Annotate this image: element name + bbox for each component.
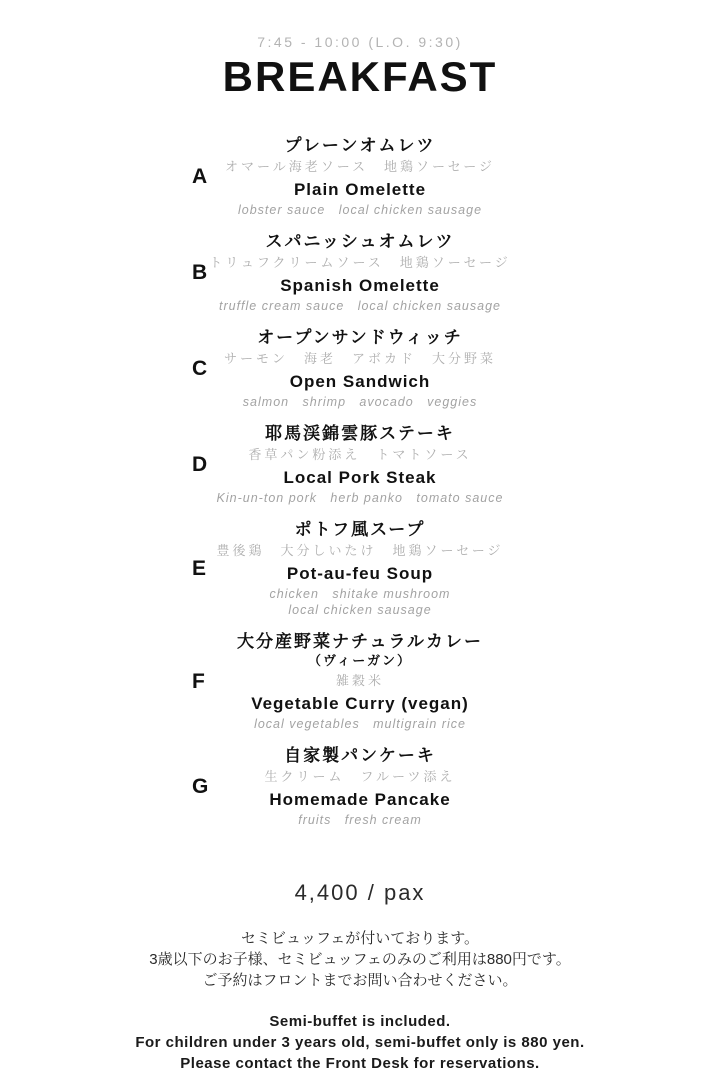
item-jp-name: 自家製パンケーキ (284, 746, 436, 765)
item-en-description: local vegetables multigrain rice (254, 717, 466, 731)
item-jp-description: 雑穀米 (335, 673, 384, 688)
item-letter: G (192, 774, 209, 798)
menu-item-a (0, 135, 720, 218)
menu-item-c (0, 327, 720, 410)
item-letter: C (192, 356, 208, 380)
footer-jp-line1: セミビュッフェが付いております。 (240, 930, 480, 947)
item-jp-name: オープンサンドウィッチ (257, 328, 463, 347)
item-jp-description: 香草パン粉添え トマトソース (248, 447, 472, 462)
item-en-name: Plain Omelette (293, 180, 427, 199)
menu-item-e (0, 519, 720, 618)
item-jp-name: ポトフ風スープ (294, 520, 426, 539)
item-en-name: Pot-au-feu Soup (286, 564, 434, 583)
item-jp-description: 豊後鶏 大分しいたけ 地鶏ソーセージ (216, 543, 504, 558)
item-letter: F (192, 669, 205, 693)
item-en-description: truffle cream sauce local chicken sausage (218, 299, 501, 313)
item-jp-description: 生クリーム フルーツ添え (264, 769, 456, 784)
footer-en-line1: Semi-buffet is included. (269, 1013, 451, 1030)
item-letter: D (192, 452, 208, 476)
footer-en-line3: Please contact the Front Desk for reservations. (180, 1055, 540, 1072)
item-jp-description: トリュフクリームソース 地鶏ソーセージ (209, 255, 511, 270)
item-jp-description: オマール海老ソース 地鶏ソーセージ (224, 159, 496, 174)
serving-hours: 7:45 - 10:00 (L.O. 9:30) (257, 34, 463, 50)
item-en-description-line2: local chicken sausage (288, 603, 432, 617)
item-jp-name: 大分産野菜ナチュラルカレー (237, 632, 483, 651)
item-en-name: Vegetable Curry (vegan) (251, 694, 469, 713)
menu-item-g (0, 745, 720, 828)
footer-notes-japanese (0, 928, 720, 991)
item-en-description: chicken shitake mushroom (269, 587, 451, 601)
item-jp-name: スパニッシュオムレツ (265, 232, 455, 251)
footer-notes-english (0, 1011, 720, 1074)
footer-jp-line2: 3歳以下のお子様、セミビュッフェのみのご利用は880円です。 (149, 951, 571, 968)
item-letter: A (192, 164, 208, 188)
item-jp-description: サーモン 海老 アボカド 大分野菜 (223, 351, 496, 366)
page-title: BREAKFAST (222, 53, 498, 100)
item-en-name: Spanish Omelette (280, 276, 440, 295)
footer-jp-line3: ご予約はフロントまでお問い合わせください。 (202, 972, 518, 989)
item-jp-name: プレーンオムレツ (284, 136, 436, 155)
item-en-name: Open Sandwich (289, 372, 431, 391)
menu-item-b (0, 231, 720, 314)
item-en-name: Homemade Pancake (269, 790, 451, 809)
price-per-person: 4,400 / pax (294, 880, 426, 905)
item-letter: E (192, 556, 207, 580)
menu-item-d (0, 423, 720, 506)
item-en-description: Kin-un-ton pork herb panko tomato sauce (216, 491, 504, 505)
item-en-description: salmon shrimp avocado veggies (242, 395, 478, 409)
menu-list (0, 135, 720, 828)
item-jp-name: 耶馬渓錦雲豚ステーキ (265, 424, 455, 443)
footer-en-line2: For children under 3 years old, semi-buffet only is 880 yen. (135, 1034, 585, 1051)
item-en-description: fruits fresh cream (298, 813, 422, 827)
item-en-description: lobster sauce local chicken sausage (237, 203, 483, 217)
item-en-name: Local Pork Steak (283, 468, 437, 487)
item-letter: B (192, 260, 208, 284)
menu-item-f (0, 631, 720, 732)
item-jp-subtitle: （ヴィーガン） (308, 653, 412, 668)
